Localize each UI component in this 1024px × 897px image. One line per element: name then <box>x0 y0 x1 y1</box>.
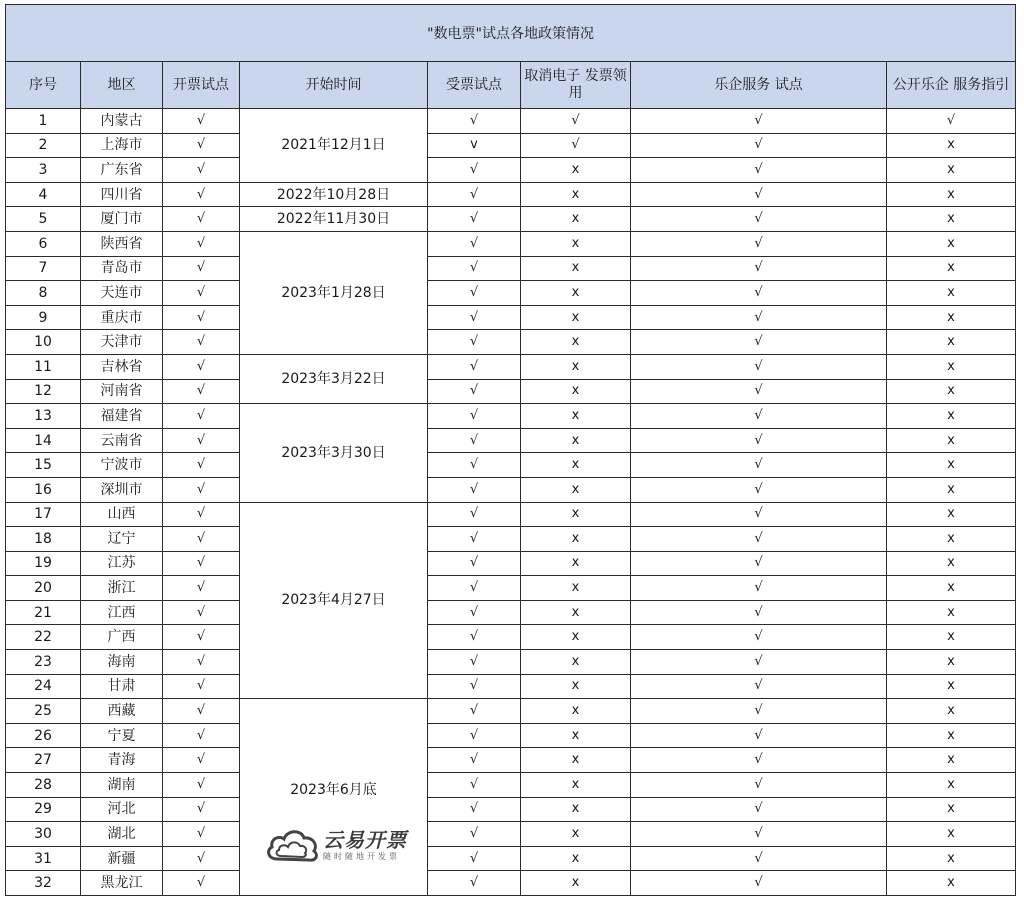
cell-receive-pilot: √ <box>428 527 521 552</box>
cell-leqi-pilot: √ <box>631 404 887 429</box>
table-row <box>6 600 1016 625</box>
watermark-logo <box>263 824 423 866</box>
cell-region: 陕西省 <box>81 231 163 256</box>
table-row <box>6 158 1016 183</box>
cell-cancel-claim: x <box>521 330 631 355</box>
cell-cancel-claim: x <box>521 748 631 773</box>
cell-start-date: 2021年12月1日 <box>240 109 428 183</box>
table-row <box>6 527 1016 552</box>
cell-leqi-pilot: √ <box>631 773 887 798</box>
cell-issue-pilot: √ <box>163 871 240 896</box>
cell-receive-pilot: √ <box>428 674 521 699</box>
cell-receive-pilot: √ <box>428 428 521 453</box>
cell-issue-pilot: √ <box>163 674 240 699</box>
cell-region: 宁夏 <box>81 723 163 748</box>
cell-receive-pilot: √ <box>428 453 521 478</box>
cell-receive-pilot: √ <box>428 797 521 822</box>
cell-region: 海南 <box>81 650 163 675</box>
cell-issue-pilot: √ <box>163 281 240 306</box>
cell-leqi-pilot: √ <box>631 305 887 330</box>
cell-no: 16 <box>6 477 81 502</box>
cell-issue-pilot: √ <box>163 797 240 822</box>
cell-region: 宁波市 <box>81 453 163 478</box>
cell-leqi-guide: x <box>887 330 1016 355</box>
cell-region: 吉林省 <box>81 354 163 379</box>
cell-cancel-claim: √ <box>521 109 631 134</box>
table-title: "数电票"试点各地政策情况 <box>6 5 1016 62</box>
table-row <box>6 281 1016 306</box>
cell-leqi-pilot: √ <box>631 207 887 232</box>
cell-cancel-claim: x <box>521 281 631 306</box>
table-row <box>6 699 1016 724</box>
cell-no: 17 <box>6 502 81 527</box>
cell-issue-pilot: √ <box>163 428 240 453</box>
cell-receive-pilot: √ <box>428 305 521 330</box>
cell-leqi-pilot: √ <box>631 600 887 625</box>
cell-region: 天连市 <box>81 281 163 306</box>
header-start-date: 开始时间 <box>240 62 428 109</box>
cell-issue-pilot: √ <box>163 354 240 379</box>
cell-leqi-pilot: √ <box>631 576 887 601</box>
cell-no: 5 <box>6 207 81 232</box>
header-cancel-claim: 取消电子 发票领用 <box>521 62 631 109</box>
cell-leqi-pilot: √ <box>631 625 887 650</box>
cell-start-date: 2023年6月底 <box>240 699 428 896</box>
cell-receive-pilot: √ <box>428 600 521 625</box>
cell-no: 12 <box>6 379 81 404</box>
cell-receive-pilot: √ <box>428 723 521 748</box>
cell-receive-pilot: √ <box>428 576 521 601</box>
cell-no: 10 <box>6 330 81 355</box>
policy-table-sheet <box>5 4 1015 896</box>
table-row <box>6 773 1016 798</box>
cell-leqi-pilot: √ <box>631 477 887 502</box>
cell-leqi-pilot: √ <box>631 846 887 871</box>
cell-leqi-guide: x <box>887 797 1016 822</box>
cell-no: 29 <box>6 797 81 822</box>
table-row <box>6 674 1016 699</box>
table-row <box>6 477 1016 502</box>
cell-region: 上海市 <box>81 133 163 158</box>
cell-region: 江苏 <box>81 551 163 576</box>
cell-no: 30 <box>6 822 81 847</box>
cell-cancel-claim: x <box>521 576 631 601</box>
cell-leqi-pilot: √ <box>631 723 887 748</box>
cell-leqi-pilot: √ <box>631 109 887 134</box>
cell-leqi-pilot: √ <box>631 871 887 896</box>
table-row <box>6 625 1016 650</box>
cell-issue-pilot: √ <box>163 379 240 404</box>
cell-issue-pilot: √ <box>163 330 240 355</box>
cell-leqi-guide: x <box>887 748 1016 773</box>
cell-receive-pilot: √ <box>428 773 521 798</box>
cell-receive-pilot: √ <box>428 477 521 502</box>
cell-region: 山西 <box>81 502 163 527</box>
cell-receive-pilot: √ <box>428 231 521 256</box>
cell-no: 8 <box>6 281 81 306</box>
cell-no: 9 <box>6 305 81 330</box>
cell-leqi-guide: x <box>887 502 1016 527</box>
cell-leqi-guide: x <box>887 551 1016 576</box>
cell-no: 27 <box>6 748 81 773</box>
cell-leqi-guide: x <box>887 404 1016 429</box>
cell-leqi-guide: x <box>887 256 1016 281</box>
cell-issue-pilot: √ <box>163 453 240 478</box>
cell-leqi-guide: x <box>887 625 1016 650</box>
cell-cancel-claim: x <box>521 699 631 724</box>
cell-issue-pilot: √ <box>163 158 240 183</box>
cell-issue-pilot: √ <box>163 477 240 502</box>
cell-region: 黑龙江 <box>81 871 163 896</box>
cell-cancel-claim: x <box>521 625 631 650</box>
cell-no: 14 <box>6 428 81 453</box>
cell-region: 甘肃 <box>81 674 163 699</box>
cell-region: 浙江 <box>81 576 163 601</box>
cell-region: 青岛市 <box>81 256 163 281</box>
cell-receive-pilot: √ <box>428 748 521 773</box>
cell-cancel-claim: x <box>521 477 631 502</box>
cell-leqi-guide: x <box>887 428 1016 453</box>
cell-leqi-pilot: √ <box>631 527 887 552</box>
cell-issue-pilot: √ <box>163 256 240 281</box>
cell-cancel-claim: x <box>521 650 631 675</box>
cell-no: 1 <box>6 109 81 134</box>
cell-leqi-pilot: √ <box>631 379 887 404</box>
cell-leqi-guide: x <box>887 600 1016 625</box>
cell-no: 7 <box>6 256 81 281</box>
cell-start-date: 2023年3月30日 <box>240 404 428 502</box>
table-row <box>6 379 1016 404</box>
cell-cancel-claim: x <box>521 182 631 207</box>
cell-no: 2 <box>6 133 81 158</box>
cell-cancel-claim: x <box>521 846 631 871</box>
cell-receive-pilot: √ <box>428 207 521 232</box>
cell-region: 厦门市 <box>81 207 163 232</box>
cell-leqi-guide: x <box>887 354 1016 379</box>
cell-region: 青海 <box>81 748 163 773</box>
cell-region: 广西 <box>81 625 163 650</box>
table-row <box>6 723 1016 748</box>
cell-receive-pilot: √ <box>428 158 521 183</box>
cell-no: 22 <box>6 625 81 650</box>
cell-cancel-claim: x <box>521 527 631 552</box>
cell-leqi-pilot: √ <box>631 748 887 773</box>
cell-region: 江西 <box>81 600 163 625</box>
cell-no: 11 <box>6 354 81 379</box>
cell-receive-pilot: √ <box>428 822 521 847</box>
cell-region: 内蒙古 <box>81 109 163 134</box>
cell-region: 四川省 <box>81 182 163 207</box>
cell-cancel-claim: √ <box>521 133 631 158</box>
table-row <box>6 354 1016 379</box>
cell-leqi-guide: x <box>887 453 1016 478</box>
cell-receive-pilot: √ <box>428 625 521 650</box>
table-row <box>6 453 1016 478</box>
cell-no: 4 <box>6 182 81 207</box>
cell-cancel-claim: x <box>521 305 631 330</box>
cell-region: 河南省 <box>81 379 163 404</box>
cell-issue-pilot: √ <box>163 207 240 232</box>
watermark-slogan: 随时随地开发票 <box>323 852 400 861</box>
cell-receive-pilot: √ <box>428 650 521 675</box>
cell-cancel-claim: x <box>521 773 631 798</box>
cell-issue-pilot: √ <box>163 748 240 773</box>
table-row <box>6 551 1016 576</box>
cell-cancel-claim: x <box>521 207 631 232</box>
table-row <box>6 822 1016 847</box>
cell-leqi-guide: x <box>887 723 1016 748</box>
cell-leqi-guide: x <box>887 674 1016 699</box>
cell-issue-pilot: √ <box>163 527 240 552</box>
cell-cancel-claim: x <box>521 256 631 281</box>
cell-region: 河北 <box>81 797 163 822</box>
cell-no: 28 <box>6 773 81 798</box>
cell-issue-pilot: √ <box>163 773 240 798</box>
cell-receive-pilot: √ <box>428 281 521 306</box>
cell-receive-pilot: √ <box>428 379 521 404</box>
cell-leqi-guide: x <box>887 182 1016 207</box>
header-receive-pilot: 受票试点 <box>428 62 521 109</box>
cell-receive-pilot: √ <box>428 182 521 207</box>
cell-start-date: 2023年4月27日 <box>240 502 428 699</box>
table-row <box>6 650 1016 675</box>
table-row <box>6 404 1016 429</box>
table-row <box>6 109 1016 134</box>
cell-issue-pilot: √ <box>163 846 240 871</box>
cell-receive-pilot: √ <box>428 354 521 379</box>
cell-cancel-claim: x <box>521 379 631 404</box>
cell-leqi-guide: x <box>887 846 1016 871</box>
cell-cancel-claim: x <box>521 600 631 625</box>
table-row <box>6 207 1016 232</box>
cell-issue-pilot: √ <box>163 109 240 134</box>
cell-leqi-guide: x <box>887 133 1016 158</box>
cell-cancel-claim: x <box>521 551 631 576</box>
table-row <box>6 576 1016 601</box>
watermark-name: 云易开票 <box>323 828 407 852</box>
cell-receive-pilot: √ <box>428 699 521 724</box>
cell-leqi-pilot: √ <box>631 133 887 158</box>
cell-region: 广东省 <box>81 158 163 183</box>
cell-leqi-pilot: √ <box>631 158 887 183</box>
cell-cancel-claim: x <box>521 797 631 822</box>
cell-issue-pilot: √ <box>163 404 240 429</box>
table-row <box>6 502 1016 527</box>
cell-issue-pilot: √ <box>163 650 240 675</box>
table-row <box>6 231 1016 256</box>
cell-region: 新疆 <box>81 846 163 871</box>
table-row <box>6 871 1016 896</box>
cell-leqi-guide: x <box>887 305 1016 330</box>
cell-no: 13 <box>6 404 81 429</box>
cell-cancel-claim: x <box>521 502 631 527</box>
cell-receive-pilot: √ <box>428 330 521 355</box>
cell-leqi-pilot: √ <box>631 281 887 306</box>
cell-cancel-claim: x <box>521 428 631 453</box>
cell-leqi-guide: x <box>887 773 1016 798</box>
cell-no: 26 <box>6 723 81 748</box>
table-row <box>6 133 1016 158</box>
table-row <box>6 256 1016 281</box>
cell-region: 湖北 <box>81 822 163 847</box>
cell-leqi-pilot: √ <box>631 453 887 478</box>
cell-cancel-claim: x <box>521 158 631 183</box>
cell-leqi-guide: x <box>887 158 1016 183</box>
table-row <box>6 797 1016 822</box>
cell-receive-pilot: v <box>428 133 521 158</box>
cell-receive-pilot: √ <box>428 109 521 134</box>
cell-leqi-pilot: √ <box>631 699 887 724</box>
cell-leqi-pilot: √ <box>631 428 887 453</box>
cell-no: 25 <box>6 699 81 724</box>
cell-no: 20 <box>6 576 81 601</box>
cloud-icon <box>263 826 321 864</box>
cell-cancel-claim: x <box>521 354 631 379</box>
cell-no: 24 <box>6 674 81 699</box>
cell-cancel-claim: x <box>521 404 631 429</box>
cell-leqi-pilot: √ <box>631 797 887 822</box>
cell-receive-pilot: √ <box>428 846 521 871</box>
cell-leqi-pilot: √ <box>631 231 887 256</box>
cell-leqi-guide: x <box>887 281 1016 306</box>
cell-issue-pilot: √ <box>163 699 240 724</box>
cell-no: 21 <box>6 600 81 625</box>
header-no: 序号 <box>6 62 81 109</box>
cell-issue-pilot: √ <box>163 822 240 847</box>
cell-leqi-pilot: √ <box>631 502 887 527</box>
cell-receive-pilot: √ <box>428 502 521 527</box>
cell-issue-pilot: √ <box>163 551 240 576</box>
header-region: 地区 <box>81 62 163 109</box>
table-row <box>6 748 1016 773</box>
table-row <box>6 428 1016 453</box>
cell-cancel-claim: x <box>521 674 631 699</box>
cell-leqi-pilot: √ <box>631 330 887 355</box>
cell-issue-pilot: √ <box>163 133 240 158</box>
cell-cancel-claim: x <box>521 453 631 478</box>
cell-region: 湖南 <box>81 773 163 798</box>
cell-receive-pilot: √ <box>428 256 521 281</box>
header-leqi-guide: 公开乐企 服务指引 <box>887 62 1016 109</box>
cell-leqi-guide: x <box>887 822 1016 847</box>
cell-no: 3 <box>6 158 81 183</box>
cell-leqi-pilot: √ <box>631 354 887 379</box>
policy-table <box>5 4 1016 896</box>
cell-region: 福建省 <box>81 404 163 429</box>
cell-no: 19 <box>6 551 81 576</box>
cell-leqi-guide: x <box>887 699 1016 724</box>
cell-cancel-claim: x <box>521 871 631 896</box>
cell-issue-pilot: √ <box>163 625 240 650</box>
cell-receive-pilot: √ <box>428 551 521 576</box>
cell-leqi-guide: x <box>887 231 1016 256</box>
cell-start-date: 2022年11月30日 <box>240 207 428 232</box>
cell-issue-pilot: √ <box>163 576 240 601</box>
cell-leqi-pilot: √ <box>631 256 887 281</box>
table-row <box>6 846 1016 871</box>
cell-leqi-pilot: √ <box>631 674 887 699</box>
cell-no: 15 <box>6 453 81 478</box>
cell-leqi-guide: x <box>887 477 1016 502</box>
cell-leqi-guide: x <box>887 379 1016 404</box>
cell-cancel-claim: x <box>521 723 631 748</box>
table-row <box>6 305 1016 330</box>
cell-no: 23 <box>6 650 81 675</box>
cell-leqi-guide: √ <box>887 109 1016 134</box>
cell-leqi-guide: x <box>887 207 1016 232</box>
cell-issue-pilot: √ <box>163 231 240 256</box>
cell-receive-pilot: √ <box>428 871 521 896</box>
table-row <box>6 330 1016 355</box>
cell-issue-pilot: √ <box>163 723 240 748</box>
table-row <box>6 182 1016 207</box>
header-issue-pilot: 开票试点 <box>163 62 240 109</box>
cell-region: 天津市 <box>81 330 163 355</box>
cell-leqi-guide: x <box>887 576 1016 601</box>
cell-region: 重庆市 <box>81 305 163 330</box>
cell-leqi-pilot: √ <box>631 822 887 847</box>
header-leqi-pilot: 乐企服务 试点 <box>631 62 887 109</box>
cell-leqi-guide: x <box>887 527 1016 552</box>
cell-issue-pilot: √ <box>163 305 240 330</box>
cell-leqi-pilot: √ <box>631 182 887 207</box>
cell-cancel-claim: x <box>521 231 631 256</box>
cell-leqi-guide: x <box>887 650 1016 675</box>
cell-region: 深圳市 <box>81 477 163 502</box>
cell-region: 西藏 <box>81 699 163 724</box>
cell-issue-pilot: √ <box>163 600 240 625</box>
cell-cancel-claim: x <box>521 822 631 847</box>
cell-start-date: 2023年3月22日 <box>240 354 428 403</box>
cell-issue-pilot: √ <box>163 502 240 527</box>
cell-no: 18 <box>6 527 81 552</box>
cell-receive-pilot: √ <box>428 404 521 429</box>
cell-start-date: 2023年1月28日 <box>240 231 428 354</box>
cell-leqi-guide: x <box>887 871 1016 896</box>
cell-region: 辽宁 <box>81 527 163 552</box>
cell-no: 32 <box>6 871 81 896</box>
cell-no: 31 <box>6 846 81 871</box>
cell-start-date: 2022年10月28日 <box>240 182 428 207</box>
cell-issue-pilot: √ <box>163 182 240 207</box>
cell-no: 6 <box>6 231 81 256</box>
cell-region: 云南省 <box>81 428 163 453</box>
cell-leqi-pilot: √ <box>631 551 887 576</box>
cell-leqi-pilot: √ <box>631 650 887 675</box>
